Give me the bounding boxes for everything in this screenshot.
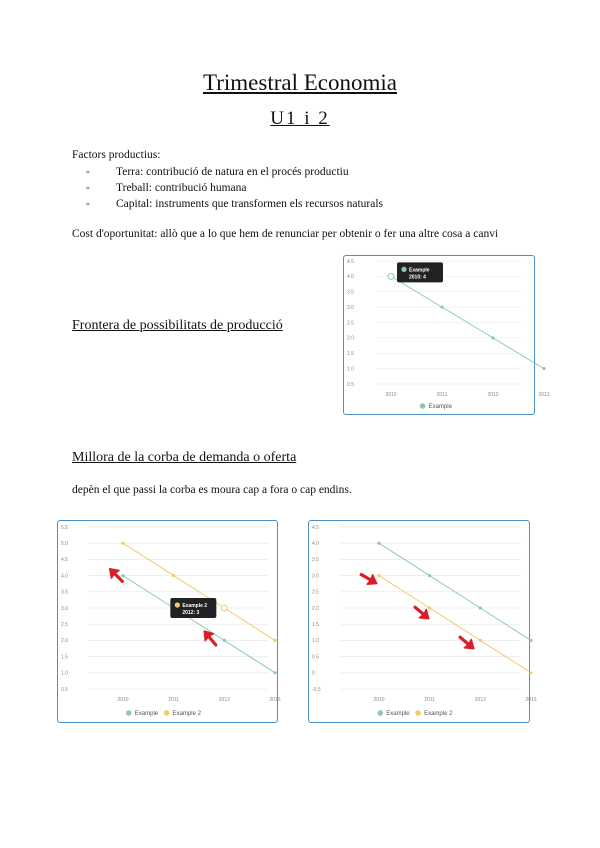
legend-label: Example 2 [424,711,453,717]
y-tick-label: 1.0 [61,670,68,677]
tooltip-series: Example [409,267,430,274]
data-point [221,605,227,611]
x-tick-label: 2011 [424,697,436,703]
tooltip-value: 2010: 4 [409,274,426,281]
y-tick-label: 0 [312,670,315,677]
data-point [529,639,532,642]
tooltip-series: Example 2 [182,603,208,609]
legend-swatch [378,710,384,716]
data-point [377,542,380,545]
document-subtitle: U1 i 2 [270,108,330,129]
red-arrow-icon [358,570,379,589]
factor-text: Terra: contribució de natura en el procés productiu [116,166,349,178]
y-tick-label: 1.5 [312,622,319,628]
y-tick-label: 3.5 [347,289,354,296]
chart-frame-1 [343,255,550,415]
list-item: - Capital: instruments que transformen els recursos naturals [86,198,383,210]
chart-frontera [344,256,550,413]
chart-shift-in [309,521,537,721]
legend-swatch [420,403,426,409]
cost-opportunity-text: Cost d'oportunitat: allò que a lo que hem de renunciar per obtenir o fer una altre cosa a canvi [72,228,499,240]
legend-swatch [415,710,421,716]
y-tick-label: 4.0 [347,274,354,281]
y-tick-label: 2.5 [61,622,68,628]
data-point [121,542,124,545]
depen-text: depèn el que passi la corba es moura cap a fora o cap endins. [72,484,352,496]
data-point [121,574,124,577]
factors-heading: Factors productius: [72,149,161,161]
arrow-head [367,575,379,589]
y-tick-label: 1.5 [347,351,354,358]
data-point [428,574,431,577]
data-point [479,639,482,642]
y-tick-label: 2.5 [347,320,354,327]
document-title: Trimestral Economia [203,70,397,95]
data-point [273,671,276,674]
y-tick-label: 4.0 [61,573,68,580]
y-tick-label: 0.5 [312,654,319,661]
list-item: - Terra: contribució de natura en el procés productiu [86,166,349,178]
data-point [388,273,394,279]
x-tick-label: 2010 [373,697,385,703]
legend-swatch [164,710,170,716]
tooltip-swatch [401,267,406,272]
legend-label: Example [134,711,159,717]
tooltip-value: 2012: 3 [182,610,200,616]
legend-label: Example [386,711,410,717]
y-tick-label: 4.0 [312,541,319,547]
y-tick-label: 3.5 [312,557,319,564]
y-tick-label: 2.0 [347,335,354,342]
y-tick-label: 3.0 [347,304,354,311]
chart-frame-3 [308,520,537,723]
y-tick-label: 1.0 [347,366,354,373]
x-tick-label: 2011 [436,392,448,398]
y-tick-label: 3.5 [61,589,68,596]
data-point [491,336,494,339]
data-point [542,367,545,370]
chart-frame-2 [57,520,281,723]
x-tick-label: 2013 [269,697,281,703]
millora-heading: Millora de la corba de demanda o oferta [72,450,297,465]
x-tick-label: 2011 [168,697,180,703]
tooltip-swatch [175,602,180,607]
y-tick-label: 0.5 [347,381,354,388]
data-point [223,639,226,642]
legend-label: Example [428,404,452,410]
x-tick-label: 2012 [487,392,499,398]
x-tick-label: 2012 [218,697,230,703]
x-tick-label: 2013 [525,697,537,703]
data-point [172,574,175,577]
list-item: - Treball: contribució humana [86,182,247,194]
x-tick-label: 2013 [538,392,550,398]
data-point [479,606,482,609]
y-tick-label: 5.5 [61,524,68,531]
x-tick-label: 2010 [385,392,397,398]
factors-list [86,164,383,212]
data-point [428,606,431,609]
y-tick-label: 0.5 [61,686,68,693]
y-tick-label: 2.0 [61,638,68,645]
x-tick-label: 2012 [474,697,486,703]
y-tick-label: 3.0 [312,573,319,580]
y-tick-label: 5.0 [61,541,68,547]
factor-text: Treball: contribució humana [116,182,247,194]
red-arrow-icon [412,603,433,623]
data-point [529,671,532,674]
y-tick-label: 2.5 [312,589,319,596]
y-tick-label: 4.5 [312,524,319,531]
y-tick-label: 1.5 [61,654,68,661]
x-tick-label: 2010 [117,697,129,703]
data-point [377,574,380,577]
y-tick-label: 4.5 [61,557,68,564]
factor-text: Capital: instruments que transformen els recursos naturals [116,198,383,210]
legend-label: Example 2 [172,711,201,717]
y-tick-label: 4.5 [347,258,354,265]
frontera-heading: Frontera de possibilitats de producció [72,318,283,333]
data-point [273,639,276,642]
legend-swatch [126,710,132,716]
y-tick-label: 2.0 [312,605,319,612]
y-tick-label: -0.5 [312,686,321,693]
data-point [440,306,443,309]
y-tick-label: 1.0 [312,638,319,645]
chart-shift-out [58,521,281,721]
y-tick-label: 3.0 [61,605,68,612]
